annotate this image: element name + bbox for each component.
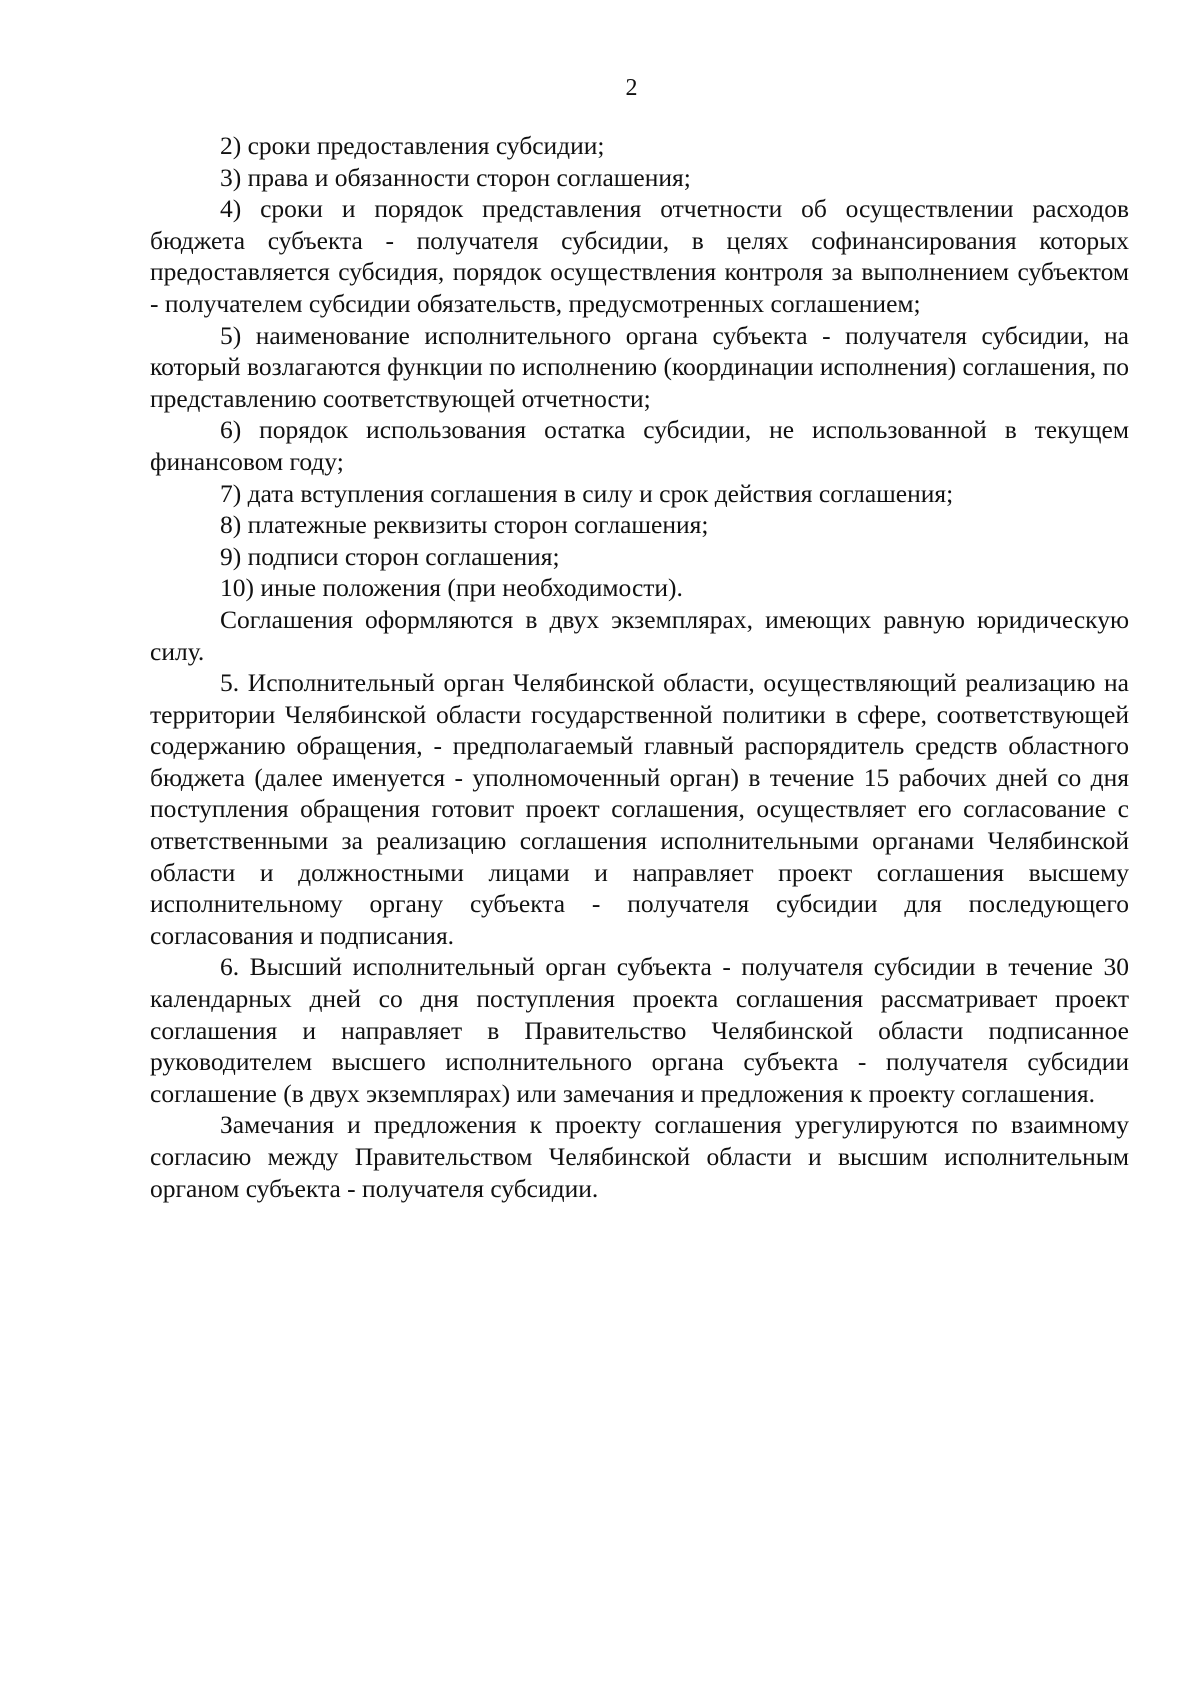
paragraph-remarks: Замечания и предложения к проекту соглашения урегулируются по взаимному согласию между Правительством Челябинской области и высшим исполнительным органом субъекта - получателя субсидии.: [150, 1110, 1129, 1203]
paragraph-agreements-copies: Соглашения оформляются в двух экземплярах, имеющих равную юридическую силу.: [150, 604, 1129, 666]
clause-5: 5. Исполнительный орган Челябинской области, осуществляющий реализацию на территории Челябинской области государственной политики в сфере, соответствующей содержанию обращения, - предполагаемый главный распорядитель средств областного бюджета (далее именуется - уполномоченный орган) в течение 15 рабочих дней со дня поступления обращения готовит проект соглашения, осуществляет его согласование с ответственными за реализацию соглашения исполнительными органами Челябинской области и должностными лицами и направляет проект соглашения высшему исполнительному органу субъекта - получателя субсидии для последующего согласования и подписания.: [150, 668, 1129, 950]
list-item-10: 10) иные положения (при необходимости).: [220, 573, 683, 603]
list-item-6: 6) порядок использования остатка субсидии, не использованной в текущем финансовом году;: [150, 415, 1129, 476]
list-item-9: 9) подписи сторон соглашения;: [220, 541, 560, 571]
list-item-2: 2) сроки предоставления субсидии;: [220, 131, 605, 160]
list-item-7: 7) дата вступления соглашения в силу и срок действия соглашения;: [220, 478, 954, 508]
list-item-8: 8) платежные реквизиты сторон соглашения;: [220, 510, 709, 540]
document-body: [150, 130, 1129, 1204]
list-item-3: 3) права и обязанности сторон соглашения;: [220, 162, 691, 192]
page-number: 2: [625, 75, 638, 101]
clause-6: 6. Высший исполнительный орган субъекта - получателя субсидии в течение 30 календарных дней со дня поступления проекта соглашения рассматривает проект соглашения и направляет в Правительство Челябинской области подписанное руководителем высшего исполнительного органа субъекта - получателя субсидии соглашение (в двух экземплярах) или замечания и предложения к проекту соглашения.: [150, 952, 1129, 1108]
list-item-5: 5) наименование исполнительного органа субъекта - получателя субсидии, на который возлагаются функции по исполнению (координации исполнения) соглашения, по представлению соответствующей отчетности;: [150, 320, 1129, 413]
list-item-4: 4) сроки и порядок представления отчетности об осуществлении расходов бюджета субъекта - получателя субсидии, в целях софинансирования которых предоставляется субсидия, порядок осуществления контроля за выполнением субъектом - получателем субсидии обязательств, предусмотренных соглашением;: [150, 194, 1129, 318]
